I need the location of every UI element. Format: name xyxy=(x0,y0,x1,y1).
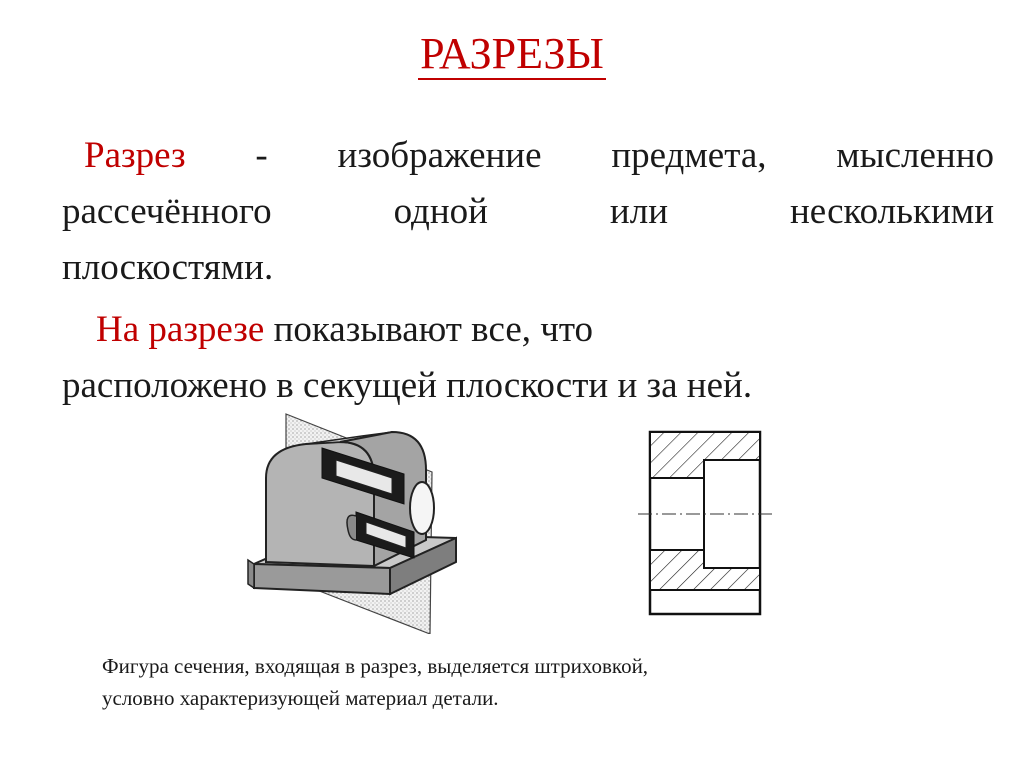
shown-term: На разрезе xyxy=(96,309,265,350)
base-left xyxy=(248,560,254,588)
shown-line-1-rest: показывают все, что xyxy=(264,309,594,350)
caption-line-2: условно характеризующей материал детали. xyxy=(102,686,499,710)
definition-line-3: плоскостями. xyxy=(62,247,274,288)
shown-paragraph xyxy=(62,302,1002,414)
definition-line-2: рассечённого одной или несколькими xyxy=(62,191,994,232)
shown-line-2: расположено в секущей плоскости и за ней. xyxy=(62,365,753,406)
isometric-section-drawing xyxy=(244,412,468,634)
orthographic-section-drawing xyxy=(634,428,774,618)
caption-line-1: Фигура сечения, входящая в разрез, выделяется штриховкой, xyxy=(102,654,649,678)
definition-line-1-rest: - изображение предмета, мысленно xyxy=(185,135,994,176)
bore-hole xyxy=(410,482,434,534)
definition-line-1 xyxy=(62,128,994,184)
shown-line-1 xyxy=(62,302,1002,358)
caption xyxy=(102,650,922,714)
slide-title xyxy=(0,28,1024,80)
base-front xyxy=(254,564,390,594)
definition-term: Разрез xyxy=(84,135,186,176)
slide-title-text: РАЗРЕЗЫ xyxy=(420,29,604,78)
definition-paragraph xyxy=(62,128,994,296)
